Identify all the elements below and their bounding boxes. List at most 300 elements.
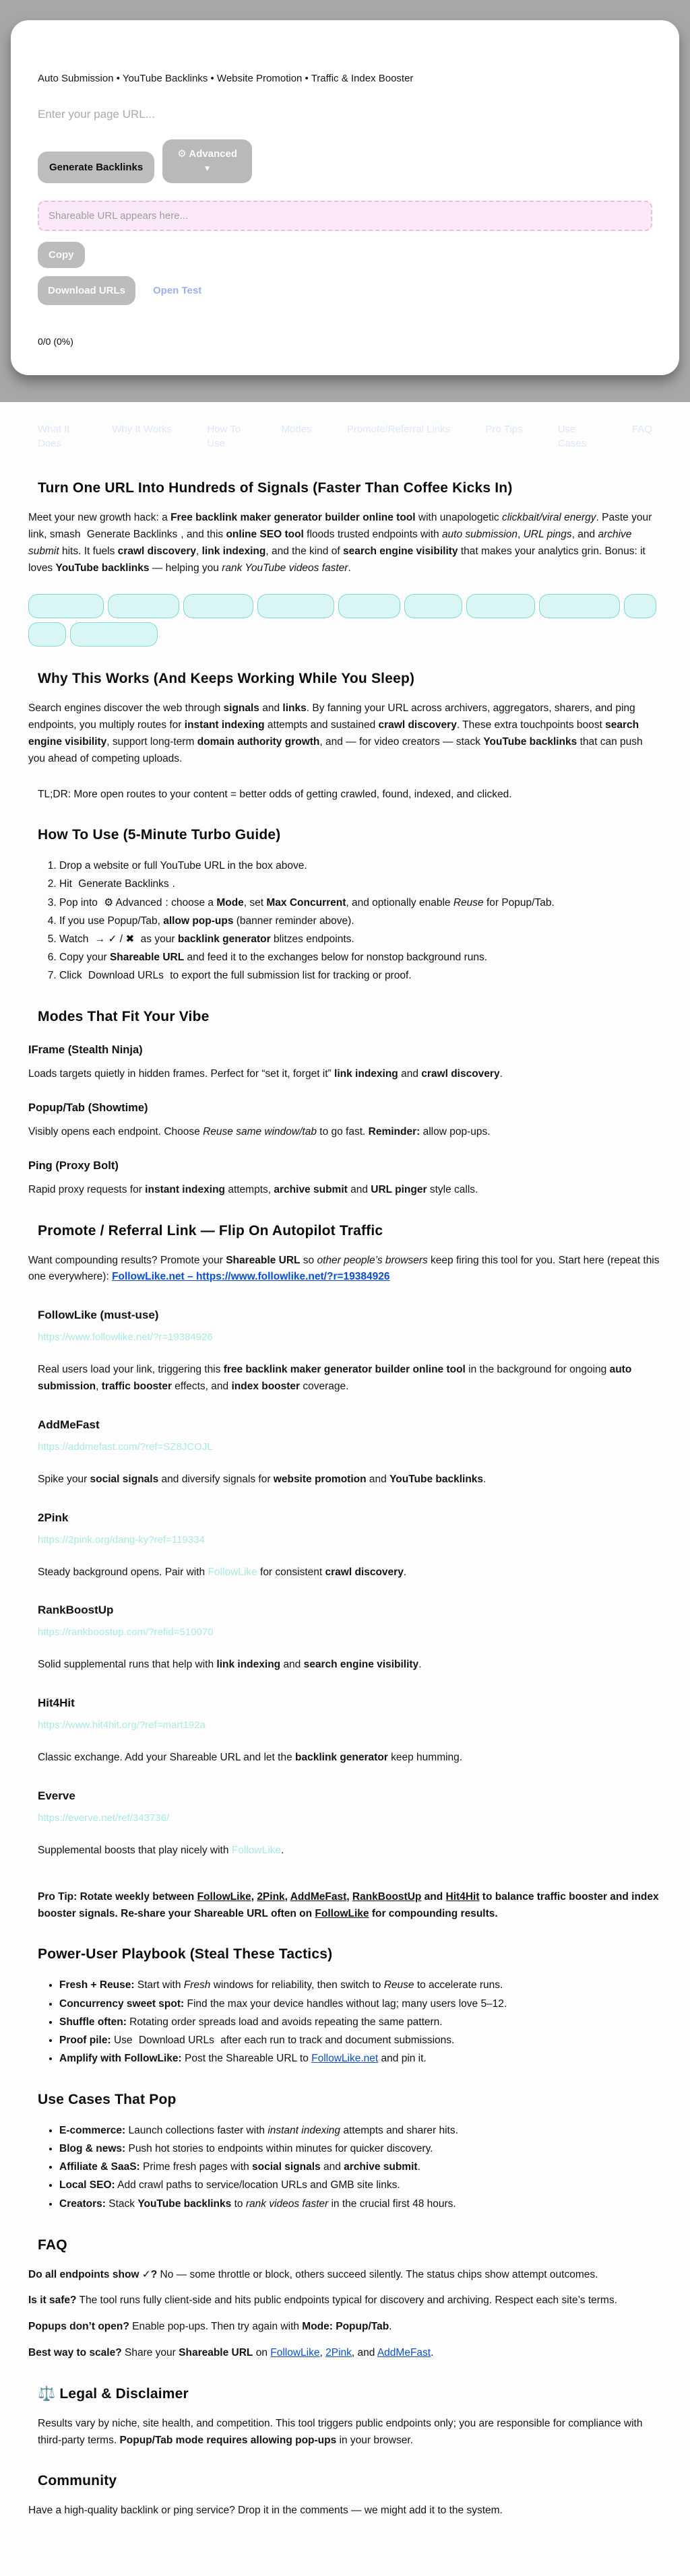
- text-segment: Blog & news:: [59, 2143, 126, 2155]
- text-segment: Download URLs: [88, 970, 164, 982]
- referral-name: Everve: [38, 1789, 75, 1802]
- text-segment: → ✓ / ✖: [94, 933, 135, 945]
- text-segment: , and: [351, 2347, 377, 2359]
- text-segment: keep humming.: [387, 1752, 463, 1764]
- text-segment: Pro Tip: Rotate weekly between: [38, 1890, 197, 1903]
- text-segment: search engine visibility: [28, 719, 639, 748]
- text-segment: YouTube backlinks: [55, 562, 150, 574]
- text-segment: rank videos faster: [245, 2198, 329, 2210]
- inline-link[interactable]: 2Pink: [325, 2347, 352, 2359]
- text-segment: ,: [517, 528, 524, 540]
- text-segment: auto submission: [441, 528, 518, 540]
- text-segment: Spike your: [38, 1473, 90, 1485]
- referral-desc: [38, 1657, 662, 1674]
- article-content: [0, 453, 690, 2576]
- text-segment: Real users load your link, triggering this: [38, 1364, 224, 1376]
- text-segment: .: [418, 1659, 422, 1671]
- text-segment: , and optionally enable: [346, 896, 453, 909]
- text-segment: .: [281, 1845, 284, 1856]
- text-segment: windows for reliability, then switch to: [210, 1979, 384, 1991]
- tool-tagline: Auto Submission • YouTube Backlinks • Website Promotion • Traffic & Index Booster: [38, 73, 414, 84]
- text-segment: Solid supplemental runs that help with: [38, 1659, 217, 1671]
- text-segment: with unapologetic: [415, 512, 502, 524]
- text-segment: Popup/Tab mode requires allowing pop-ups: [119, 2434, 337, 2446]
- why-heading: Why This Works (And Keeps Working While You Sleep): [38, 671, 415, 687]
- keyword-chip: [539, 594, 620, 618]
- text-segment: allow pop-ups.: [420, 1126, 491, 1138]
- text-segment: link indexing: [201, 545, 266, 557]
- referral-name: Hit4Hit: [38, 1696, 75, 1710]
- text-segment: other people’s browsers: [317, 1254, 428, 1266]
- text-segment: social signals: [252, 2161, 321, 2173]
- text-segment: ,: [284, 1890, 290, 1903]
- mode-iframe-desc: [28, 1066, 662, 1083]
- text-segment: to balance traffic booster and index booster signals. Re-share your Shareable URL often on: [38, 1890, 659, 1919]
- playbook-heading: Power-User Playbook (Steal These Tactics): [38, 1946, 333, 1962]
- text-segment: , set: [243, 896, 267, 909]
- text-segment: clickbait/viral energy: [501, 512, 596, 524]
- text-segment: If you use Popup/Tab,: [59, 915, 164, 927]
- text-segment: ,: [251, 1890, 257, 1903]
- referral-card-addmefast: [28, 1418, 662, 1488]
- hero-background: [0, 0, 690, 402]
- text-segment: Shuffle often:: [59, 2016, 127, 2028]
- text-segment: Drop a website or full YouTube URL in the box above.: [59, 860, 307, 872]
- referral-card-rankboostup: [28, 1604, 662, 1674]
- usecase-item: [59, 2195, 662, 2213]
- text-segment: backlink generator: [295, 1752, 388, 1764]
- text-segment: and diversify signals for: [158, 1473, 274, 1485]
- text-segment: Reminder:: [368, 1126, 420, 1138]
- referral-desc: [38, 1750, 662, 1766]
- modes-heading: Modes That Fit Your Vibe: [38, 1009, 210, 1025]
- usecase-item: [59, 2140, 662, 2158]
- referral-desc: [38, 1472, 662, 1488]
- nav-pro-tips[interactable]: Pro Tips: [485, 424, 523, 436]
- download-urls-button[interactable]: Download URLs: [38, 276, 135, 305]
- referral-url-link[interactable]: https://www.hit4hit.org/?ref=mart192a: [38, 1719, 206, 1731]
- text-segment: Reuse same window/tab: [203, 1126, 317, 1138]
- howto-step: [59, 857, 662, 875]
- text-segment: search engine visibility: [303, 1659, 419, 1671]
- text-segment: in the crucial first 48 hours.: [328, 2198, 456, 2210]
- text-segment: The tool runs fully client-side and hits public endpoints typical for discovery and archiving. Respect each site’s terms.: [76, 2294, 617, 2307]
- text-segment: and: [347, 1183, 371, 1195]
- text-segment: .: [348, 562, 351, 574]
- text-segment: keep firing this tool for you. Start here (repeat this one everywhere):: [28, 1254, 660, 1283]
- chevron-down-icon: ▼: [203, 164, 212, 173]
- howto-step: [59, 894, 662, 912]
- text-segment: and: [320, 2161, 344, 2173]
- text-segment: Search engines discover the web through: [28, 702, 224, 715]
- playbook-item: [59, 2031, 662, 2049]
- text-segment: domain authority growth: [197, 735, 320, 748]
- howto-list: [28, 857, 662, 985]
- text-segment: No — some throttle or block, others succeed silently. The status chips show attempt outcomes.: [157, 2268, 598, 2280]
- playbook-item: [59, 1995, 662, 2013]
- text-segment: index booster: [231, 1381, 301, 1393]
- intro-paragraph: [28, 510, 662, 576]
- text-segment: to export the full submission list for tracking or proof.: [166, 970, 412, 982]
- mode-ping-desc: [28, 1182, 662, 1199]
- text-segment: Shareable URL: [109, 951, 185, 963]
- inline-link[interactable]: RankBoostUp: [352, 1890, 422, 1903]
- text-segment: Concurrency sweet spot:: [59, 1997, 185, 2010]
- keyword-chip-row: [28, 594, 662, 647]
- text-segment: , and: [571, 528, 598, 540]
- text-segment: crawl discovery: [325, 1566, 404, 1578]
- inline-link[interactable]: Hit4Hit: [445, 1890, 480, 1903]
- howto-step: [59, 912, 662, 930]
- text-segment: Click: [59, 970, 85, 982]
- text-segment: .: [389, 2321, 392, 2333]
- text-segment: traffic booster: [101, 1381, 172, 1393]
- text-segment: Start with: [134, 1979, 184, 1991]
- faq-heading: FAQ: [38, 2237, 67, 2253]
- text-segment: in your browser.: [336, 2434, 413, 2446]
- text-segment: crawl discovery: [117, 545, 196, 557]
- backlink-tool-card: [11, 20, 679, 375]
- text-segment: .: [417, 2161, 420, 2173]
- text-segment: .: [403, 1566, 407, 1578]
- text-segment: .: [172, 878, 175, 890]
- text-segment: .: [483, 1473, 487, 1485]
- referral-card-everve: [28, 1789, 662, 1859]
- text-segment: E-commerce:: [59, 2125, 126, 2137]
- text-segment: crawl discovery: [378, 719, 457, 731]
- mode-popup-title: Popup/Tab (Showtime): [28, 1102, 148, 1115]
- faq-item: [28, 2267, 662, 2284]
- text-segment: URL pinger: [371, 1183, 427, 1195]
- text-segment: Mode: Popup/Tab: [302, 2321, 389, 2333]
- referral-url-link[interactable]: https://everve.net/ref/343736/: [38, 1812, 170, 1824]
- text-segment: URL pings: [523, 528, 572, 540]
- text-segment: .: [431, 2347, 434, 2359]
- text-segment: so: [300, 1254, 317, 1266]
- text-segment: that can push you ahead of competing uploads.: [28, 735, 643, 764]
- text-segment: on: [253, 2347, 271, 2359]
- text-segment: Proof pile:: [59, 2034, 111, 2046]
- text-segment: for consistent: [257, 1566, 325, 1578]
- keyword-chip: [70, 622, 158, 647]
- text-segment: attempts and sustained: [264, 719, 379, 731]
- shareable-url-field[interactable]: [38, 201, 652, 231]
- text-segment: Amplify with FollowLike:: [59, 2052, 182, 2064]
- text-segment: Affiliate & SaaS:: [59, 2161, 140, 2173]
- inline-link[interactable]: FollowLike: [315, 1907, 369, 1919]
- text-segment: for Popup/Tab.: [483, 896, 555, 909]
- text-segment: , and this: [181, 528, 226, 540]
- text-segment: Mode: [216, 896, 244, 909]
- promote-paragraph: [28, 1253, 662, 1286]
- playbook-item: [59, 2013, 662, 2031]
- text-segment: Hit: [59, 878, 75, 890]
- text-segment: website promotion: [273, 1473, 367, 1485]
- text-segment: ,: [346, 1890, 352, 1903]
- usecase-item: [59, 2158, 662, 2176]
- text-segment: effects, and: [171, 1381, 232, 1393]
- referral-name: AddMeFast: [38, 1418, 100, 1431]
- text-segment: Results vary by niche, site health, and competition. This tool triggers public endpoints only; you are responsible for compliance with third-party terms.: [38, 2417, 643, 2446]
- keyword-chip: [466, 594, 535, 618]
- text-segment: free backlink maker generator builder online tool: [223, 1364, 466, 1376]
- playbook-list: [28, 1976, 662, 2068]
- text-segment: Watch: [59, 933, 92, 945]
- text-segment: hits. It fuels: [59, 545, 118, 557]
- text-segment: Download URLs: [138, 2034, 214, 2046]
- text-segment: instant indexing: [145, 1183, 226, 1195]
- text-segment: ⚙ Advanced: [104, 896, 162, 909]
- text-segment: and: [366, 1473, 390, 1485]
- keyword-chip: [257, 594, 334, 618]
- section-nav: [0, 402, 690, 453]
- text-segment: Fresh: [183, 1979, 211, 1991]
- text-segment: attempts and sharer hits.: [340, 2125, 458, 2137]
- text-segment: ,: [196, 545, 202, 557]
- text-segment: and pin it.: [378, 2052, 427, 2064]
- text-segment: and: [259, 702, 283, 715]
- faq-item: [28, 2319, 662, 2336]
- inline-link[interactable]: FollowLike: [270, 2347, 320, 2359]
- text-segment: backlink generator: [177, 933, 271, 945]
- text-segment: Supplemental boosts that play nicely with: [38, 1845, 232, 1856]
- text-segment: Reuse: [453, 896, 484, 909]
- nav-how-to-use[interactable]: How To Use: [207, 424, 241, 450]
- text-segment: . Paste your link, smash: [28, 512, 652, 540]
- text-segment: and: [280, 1659, 304, 1671]
- nav-modes[interactable]: Modes: [281, 424, 312, 436]
- text-segment: crawl discovery: [421, 1068, 500, 1080]
- keyword-chip: [338, 594, 400, 618]
- text-segment: Have a high-quality backlink or ping service? Drop it in the comments — we might add it to the system.: [28, 2505, 503, 2517]
- text-segment: Prime fresh pages with: [139, 2161, 252, 2173]
- mode-ping-title: Ping (Proxy Bolt): [28, 1159, 119, 1172]
- text-segment: YouTube backlinks: [389, 1473, 484, 1485]
- text-segment: as your: [137, 933, 178, 945]
- keyword-chip: [624, 594, 656, 618]
- referral-card-2pink: [28, 1511, 662, 1581]
- text-segment: Rapid proxy requests for: [28, 1183, 146, 1195]
- howto-step: [59, 966, 662, 985]
- text-segment: signals: [223, 702, 259, 715]
- text-segment: link indexing: [216, 1659, 281, 1671]
- referral-desc: [38, 1362, 662, 1395]
- mode-popup-desc: [28, 1124, 662, 1141]
- pro-tip-note: [28, 1889, 662, 1923]
- nav-promote-referral-links[interactable]: Promote/Referral Links: [346, 424, 451, 436]
- legal-paragraph: [38, 2416, 662, 2449]
- usecase-item: [59, 2176, 662, 2194]
- text-segment: Post the Shareable URL to: [181, 2052, 312, 2064]
- text-segment: blitzes endpoints.: [270, 933, 354, 945]
- text-segment: ,: [319, 2347, 326, 2359]
- referral-desc: [38, 1564, 662, 1581]
- text-segment: , support long-term: [106, 735, 197, 748]
- text-segment: Fresh + Reuse:: [59, 1979, 135, 1991]
- keyword-chip: [28, 594, 104, 618]
- inline-link[interactable]: AddMeFast: [377, 2347, 431, 2359]
- referral-desc: [38, 1843, 662, 1859]
- text-segment: Generate Backlinks: [86, 528, 178, 540]
- playbook-item: [59, 2049, 662, 2068]
- referral-name: 2Pink: [38, 1511, 69, 1524]
- referral-url-link[interactable]: https://rankboostup.com/?refid=510070: [38, 1626, 214, 1639]
- text-segment: archive submit: [274, 1183, 348, 1195]
- referral-name: RankBoostUp: [38, 1604, 114, 1617]
- advanced-toggle-button[interactable]: [162, 139, 252, 183]
- mode-iframe-title: IFrame (Stealth Ninja): [28, 1044, 143, 1057]
- text-segment: Shareable URL: [179, 2347, 253, 2359]
- usecases-list: [28, 2121, 662, 2213]
- text-segment: and: [421, 1890, 446, 1903]
- text-segment: : choose a: [165, 896, 217, 909]
- text-segment: Steady background opens. Pair with: [38, 1566, 208, 1578]
- usecase-item: [59, 2121, 662, 2140]
- keyword-chip: [108, 594, 179, 618]
- copy-button[interactable]: Copy: [38, 242, 85, 268]
- progress-counter: 0/0 (0%): [38, 336, 73, 348]
- howto-step: [59, 875, 662, 893]
- text-segment: in the background for ongoing: [465, 1364, 610, 1376]
- promote-heading: Promote / Referral Link — Flip On Autopilot Traffic: [38, 1222, 383, 1239]
- text-segment: Visibly opens each endpoint. Choose: [28, 1126, 203, 1138]
- text-segment: YouTube backlinks: [137, 2198, 232, 2210]
- text-segment: archive submit: [28, 528, 632, 557]
- inline-link[interactable]: FollowLike.net: [311, 2052, 379, 2064]
- keyword-chip: [404, 594, 462, 618]
- inline-link[interactable]: FollowLike.net – https://www.followlike.net/?r=19384926: [112, 1271, 390, 1283]
- text-segment: Shareable URL: [226, 1254, 301, 1266]
- text-segment: Local SEO:: [59, 2179, 115, 2191]
- inline-link[interactable]: FollowLike: [231, 1845, 282, 1856]
- community-heading: Community: [38, 2473, 117, 2489]
- text-segment: Rotating order spreads load and avoids repeating the same pattern.: [126, 2016, 443, 2028]
- text-segment: links: [282, 702, 307, 715]
- text-segment: floods trusted endpoints with: [303, 528, 442, 540]
- text-segment: instant indexing: [184, 719, 265, 731]
- faq-item: [28, 2292, 662, 2309]
- text-segment: Creators:: [59, 2198, 106, 2210]
- inline-link[interactable]: AddMeFast: [290, 1890, 347, 1903]
- referral-name: FollowLike (must-use): [38, 1309, 159, 1322]
- text-segment: to go fast.: [316, 1126, 369, 1138]
- usecases-heading: Use Cases That Pop: [38, 2092, 177, 2108]
- text-segment: to accelerate runs.: [414, 1979, 503, 1991]
- text-segment: for compounding results.: [369, 1907, 498, 1919]
- tool-buttons-row: [38, 139, 652, 183]
- text-segment: , and the kind of: [265, 545, 343, 557]
- keyword-chip: [28, 622, 66, 647]
- text-segment: Find the max your device handles without lag; many users love 5–12.: [184, 1997, 507, 2010]
- text-segment: Meet your new growth hack: a: [28, 512, 171, 524]
- text-segment: to: [231, 2198, 246, 2210]
- referral-url-link[interactable]: https://addmefast.com/?ref=SZ8JCOJL: [38, 1441, 213, 1453]
- text-segment: Max Concurrent: [266, 896, 346, 909]
- keyword-chip: [183, 594, 253, 618]
- text-segment: ,: [96, 1381, 102, 1393]
- text-segment: after each run to track and document submissions.: [217, 2034, 455, 2046]
- faq-item: [28, 2345, 662, 2362]
- text-segment: search engine visibility: [342, 545, 458, 557]
- text-segment: . By fanning your URL across archivers, aggregators, sharers, and ping endpoints, you multiply routes for: [28, 702, 635, 731]
- nav-why-it-works[interactable]: Why It Works: [112, 424, 172, 436]
- referral-url-link[interactable]: https://www.followlike.net/?r=19384926: [38, 1331, 213, 1344]
- nav-faq[interactable]: FAQ: [631, 424, 652, 436]
- generate-backlinks-button[interactable]: Generate Backlinks: [38, 152, 154, 183]
- text-segment: auto submission: [38, 1364, 632, 1393]
- text-segment: and feed it to the exchanges below for nonstop background runs.: [184, 951, 488, 963]
- referral-card-hit4hit: [28, 1696, 662, 1766]
- text-segment: YouTube backlinks: [483, 735, 577, 748]
- community-paragraph: [28, 2503, 662, 2519]
- text-segment: instant indexing: [268, 2125, 341, 2137]
- download-row: [38, 276, 652, 305]
- text-segment: Want compounding results? Promote your: [28, 1254, 226, 1266]
- intro-heading: Turn One URL Into Hundreds of Signals (Faster Than Coffee Kicks In): [38, 480, 513, 496]
- text-segment: Copy your: [59, 951, 110, 963]
- text-segment: Pop into: [59, 896, 101, 909]
- text-segment: Classic exchange. Add your Shareable URL and let the: [38, 1752, 295, 1764]
- text-segment: .: [499, 1068, 503, 1080]
- text-segment: Popups don’t open?: [28, 2321, 129, 2333]
- inline-link[interactable]: 2Pink: [257, 1890, 285, 1903]
- text-segment: Best way to scale?: [28, 2347, 122, 2359]
- text-segment: Use: [111, 2034, 135, 2046]
- nav-use-cases[interactable]: Use Cases: [557, 424, 587, 450]
- text-segment: Stack: [105, 2198, 138, 2210]
- advanced-label: ⚙ Advanced: [177, 148, 237, 160]
- text-segment: social signals: [90, 1473, 159, 1485]
- text-segment: rank YouTube videos faster: [222, 562, 348, 574]
- tldr-note: TL;DR: More open routes to your content = better odds of getting crawled, found, indexed, and clicked.: [38, 788, 512, 800]
- inline-link[interactable]: FollowLike: [208, 1566, 257, 1578]
- text-segment: Enable pop-ups. Then try again with: [129, 2321, 303, 2333]
- text-segment: Share your: [121, 2347, 179, 2359]
- text-segment: Loads targets quietly in hidden frames. Perfect for “set it, forget it”: [28, 1068, 335, 1080]
- text-segment: and: [398, 1068, 422, 1080]
- text-segment: Generate Backlinks: [78, 878, 169, 890]
- text-segment: (banner reminder above).: [233, 915, 354, 927]
- playbook-item: [59, 1976, 662, 1994]
- referral-card-followlike: [28, 1309, 662, 1395]
- text-segment: style calls.: [427, 1183, 478, 1195]
- referral-url-link[interactable]: https://2pink.org/dang-ky?ref=119334: [38, 1533, 205, 1546]
- text-segment: — helping you: [149, 562, 222, 574]
- howto-heading: How To Use (5-Minute Turbo Guide): [38, 827, 281, 843]
- text-segment: Push hot stories to endpoints within minutes for quicker discovery.: [125, 2143, 433, 2155]
- text-segment: Launch collections faster with: [125, 2125, 268, 2137]
- text-segment: Add crawl paths to service/location URLs and GMB site links.: [115, 2179, 400, 2191]
- text-segment: , and — for video creators — stack: [319, 735, 484, 748]
- text-segment: attempts,: [225, 1183, 274, 1195]
- open-test-link[interactable]: Open Test: [153, 285, 202, 297]
- text-segment: Reuse: [383, 1979, 414, 1991]
- inline-link[interactable]: FollowLike: [197, 1890, 251, 1903]
- text-segment: that makes your analytics grin. Bonus: it loves: [28, 545, 646, 574]
- howto-step: [59, 930, 662, 948]
- text-segment: link indexing: [334, 1068, 398, 1080]
- text-segment: coverage.: [300, 1381, 349, 1393]
- text-segment: Is it safe?: [28, 2294, 77, 2307]
- page-url-input[interactable]: [38, 104, 652, 125]
- text-segment: . These extra touchpoints boost: [456, 719, 606, 731]
- howto-step: [59, 948, 662, 966]
- text-segment: archive submit: [344, 2161, 418, 2173]
- text-segment: online SEO tool: [226, 528, 304, 540]
- legal-heading: ⚖️ Legal & Disclaimer: [38, 2385, 189, 2402]
- text-segment: Free backlink maker generator builder online tool: [170, 512, 416, 524]
- nav-what-it-does[interactable]: What It Does: [38, 424, 70, 450]
